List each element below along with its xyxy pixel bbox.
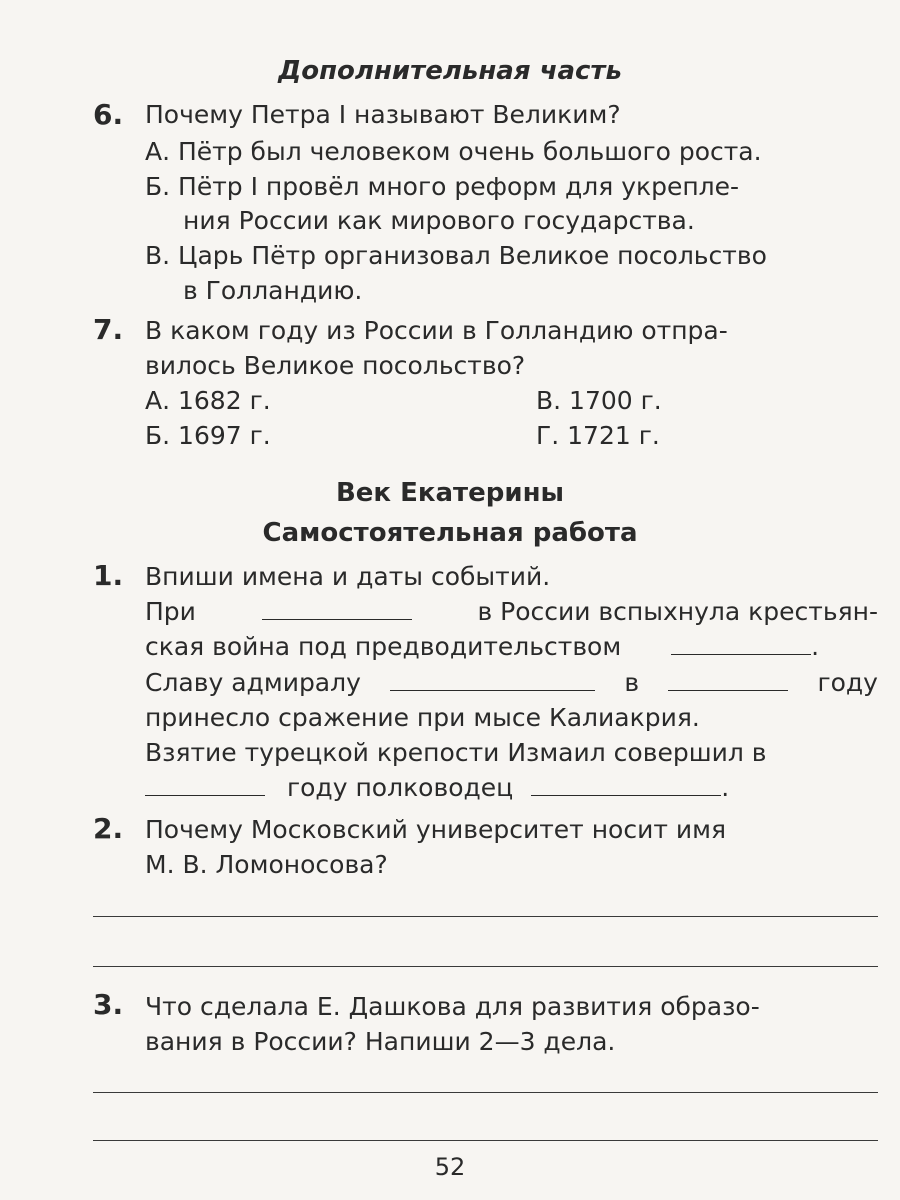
section-title: Дополнительная часть (278, 56, 622, 86)
task-1-number: 1. (93, 559, 124, 592)
task-1-line6 (145, 773, 729, 803)
q6-option-a (145, 137, 870, 167)
t1-l5-text: Взятие турецкой крепости Измаил совершил в (145, 738, 767, 767)
task-2-line2: М. В. Ломоносова? (145, 850, 388, 879)
section2-title: Век Екатерины (335, 478, 565, 508)
task-1-line2 (145, 632, 819, 662)
page-number: 52 (434, 1153, 466, 1181)
t1-l3-start: Славу адмиралу (145, 668, 361, 697)
answer-line-3[interactable] (93, 1092, 878, 1093)
task-1-instruction: Впиши имена и даты событий. (145, 562, 551, 591)
t1-l3-end: году (817, 668, 878, 697)
commander-blank-field[interactable] (531, 773, 721, 796)
question-6-number: 6. (93, 98, 124, 131)
task-1-line4: принесло сражение при мысе Калиакрия. (145, 703, 700, 732)
section2-subtitle: Самостоятельная работа (262, 518, 638, 548)
q6-option-b-line1: Б. Пётр I провёл много реформ для укрепле- (145, 172, 740, 201)
question-7-line1: В каком году из России в Голландию отпра- (145, 316, 728, 345)
question-7-number: 7. (93, 313, 124, 346)
q6-option-a-text: А. Пётр был человеком очень большого роста. (145, 137, 762, 166)
t1-l1-end: в России вспыхнула крестьян- (477, 597, 878, 626)
task-3-line2: вания в России? Напиши 2—3 дела. (145, 1027, 616, 1056)
t1-l6-end: . (721, 773, 730, 802)
task-2-line1 (145, 815, 878, 845)
t1-l2-end: . (811, 632, 820, 661)
t1-l3-mid: в (624, 668, 640, 697)
q7-option-a: А. 1682 г. (145, 386, 271, 415)
task-1-line5 (145, 738, 878, 768)
rebel-leader-blank-field[interactable] (671, 632, 811, 655)
battle-year-blank-field[interactable] (668, 668, 788, 691)
task-2-number: 2. (93, 812, 124, 845)
admiral-name-blank-field[interactable] (390, 668, 595, 691)
question-7-line2: вилось Великое посольство? (145, 351, 526, 380)
task-1-line1 (145, 597, 878, 627)
q6-option-b-line2: ния России как мирового государства. (183, 206, 695, 235)
t1-l2-text: ская война под предводительством (145, 632, 622, 661)
q6-option-c-line1: В. Царь Пётр организовал Великое посольство (145, 241, 767, 270)
answer-line-1[interactable] (93, 916, 878, 917)
ruler-blank-field[interactable] (262, 597, 412, 620)
q6-option-c-line2: в Голландию. (183, 276, 363, 305)
t1-l1-start: При (145, 597, 196, 626)
task-3-number: 3. (93, 988, 124, 1021)
task-3-line1: Что сделала Е. Дашкова для развития образо- (145, 992, 760, 1021)
t1-l6-mid: году полководец (287, 773, 514, 802)
answer-line-4[interactable] (93, 1140, 878, 1141)
q7-option-d: Г. 1721 г. (536, 421, 660, 450)
q7-option-b: Б. 1697 г. (145, 421, 271, 450)
question-6-text: Почему Петра I называют Великим? (145, 100, 621, 129)
answer-line-2[interactable] (93, 966, 878, 967)
q7-option-c: В. 1700 г. (536, 386, 662, 415)
izmail-year-blank-field[interactable] (145, 773, 265, 796)
t2-line1-text: Почему Московский университет носит имя (145, 815, 726, 844)
task-1-line3 (145, 668, 878, 698)
